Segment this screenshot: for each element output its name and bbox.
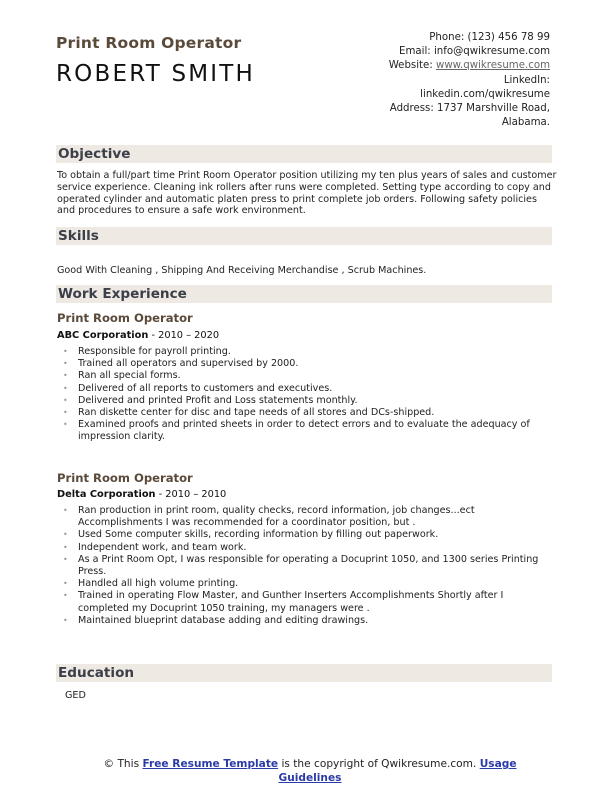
list-item: • Handled all high volume printing. xyxy=(63,578,553,590)
section-heading-objective: Objective xyxy=(56,145,552,163)
job-1-bullets xyxy=(63,346,553,444)
job-2-company: Delta Corporation xyxy=(57,489,156,500)
candidate-name: ROBERT SMITH xyxy=(56,61,256,87)
list-item: • Ran production in print room, quality checks, record information, job changes...ect Accomplishments I was recommended for a coordinator position, but . xyxy=(63,505,553,529)
website-label: Website: xyxy=(388,60,436,72)
section-heading-education: Education xyxy=(56,664,552,682)
section-heading-work-experience: Work Experience xyxy=(56,285,552,303)
job-1-dates: - 2010 – 2020 xyxy=(148,330,220,341)
job-2-dates: - 2010 – 2010 xyxy=(155,489,227,500)
job-1-title: Print Room Operator xyxy=(57,311,193,325)
job-2-company-line xyxy=(57,489,226,500)
free-resume-template-link[interactable]: Free Resume Template xyxy=(142,758,279,770)
list-item: • As a Print Room Opt, I was responsible for operating a Docuprint 1050, and 1300 series Printing Press. xyxy=(63,554,553,578)
footer-middle: is the copyright of Qwikresume.com. xyxy=(278,758,480,770)
contact-address-line1: Address: 1737 Marshville Road, xyxy=(389,103,550,115)
job-1-company-line xyxy=(57,330,219,341)
list-item: • Ran diskette center for disc and tape needs of all stores and DCs-shipped. xyxy=(63,407,553,419)
footer-prefix: © This xyxy=(103,758,143,770)
contact-address-line2: Alabama. xyxy=(501,117,550,129)
list-item: • Responsible for payroll printing. xyxy=(63,346,553,358)
list-item: • Delivered and printed Profit and Loss statements monthly. xyxy=(63,395,553,407)
skills-text: Good With Cleaning , Shipping And Receiving Merchandise , Scrub Machines. xyxy=(57,265,427,276)
contact-email: Email: info@qwikresume.com xyxy=(399,46,550,58)
contact-linkedin-value: linkedin.com/qwikresume xyxy=(420,88,550,100)
contact-website xyxy=(350,59,550,73)
section-heading-skills: Skills xyxy=(56,227,552,245)
list-item: • Maintained blueprint database adding and editing drawings. xyxy=(63,615,553,627)
footer-copyright xyxy=(80,757,540,785)
list-item: • Ran all special forms. xyxy=(63,370,553,382)
education-text: GED xyxy=(65,690,86,701)
list-item: • Independent work, and team work. xyxy=(63,542,553,554)
list-item: • Delivered of all reports to customers and executives. xyxy=(63,383,553,395)
list-item: • Used Some computer skills, recording information by filling out paperwork. xyxy=(63,529,553,541)
list-item: • Trained all operators and supervised by 2000. xyxy=(63,358,553,370)
objective-text: To obtain a full/part time Print Room Operator position utilizing my ten plus years of sales and customer service experience. Cleaning ink rollers after runs were completed. Setting type according to copy and operated cylinder and automatic platen press to print complete job orders. Following safety policies and procedures to ensure a safe work environment. xyxy=(57,170,557,217)
job-2-title: Print Room Operator xyxy=(57,471,193,485)
job-2-bullets xyxy=(63,505,553,627)
header-job-title: Print Room Operator xyxy=(56,34,242,52)
contact-block xyxy=(350,31,550,130)
list-item: • Examined proofs and printed sheets in order to detect errors and to evaluate the adequacy of impression clarity. xyxy=(63,419,553,443)
website-link[interactable]: www.qwikresume.com xyxy=(435,60,550,72)
usage-guidelines-link[interactable]: Usage Guidelines xyxy=(278,758,517,784)
contact-linkedin-label: LinkedIn: xyxy=(503,74,550,86)
job-1-company: ABC Corporation xyxy=(57,330,149,341)
contact-phone: Phone: (123) 456 78 99 xyxy=(429,32,550,43)
list-item: • Trained in operating Flow Master, and Gunther Inserters Accomplishments Shortly after I completed my Docuprint 1050 training, my managers were . xyxy=(63,590,553,614)
